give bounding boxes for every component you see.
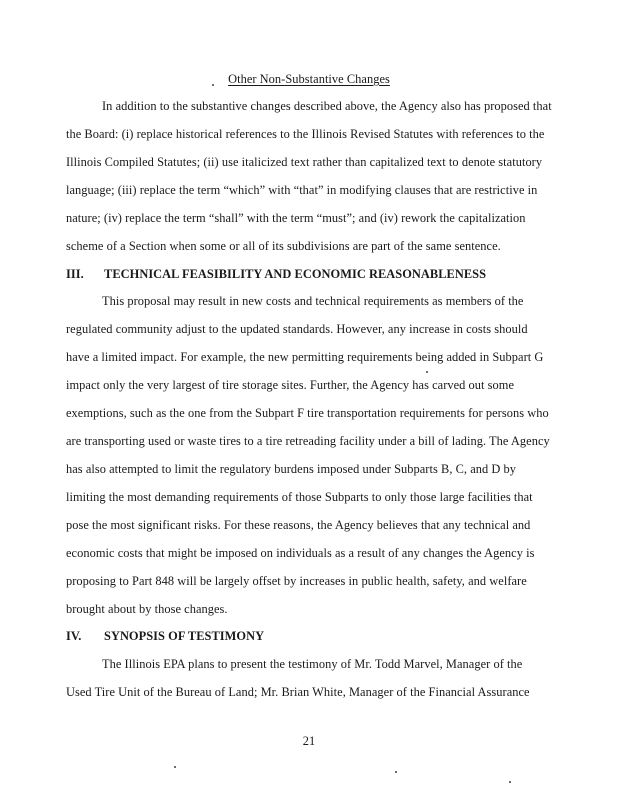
heading-number: III. — [66, 267, 84, 281]
paragraph-line: limiting the most demanding requirements of those Subparts to only those large facilities that — [66, 490, 533, 504]
paragraph-line: Used Tire Unit of the Bureau of Land; Mr. Brian White, Manager of the Financial Assurance — [66, 685, 530, 699]
paragraph-line: economic costs that might be imposed on individuals as a result of any changes the Agency is — [66, 546, 535, 560]
scan-speck — [212, 84, 214, 86]
scan-speck — [174, 766, 176, 768]
paragraph-line: In addition to the substantive changes described above, the Agency also has proposed that — [102, 99, 552, 113]
paragraph-line: language; (iii) replace the term “which” with “that” in modifying clauses that are restrictive in — [66, 183, 538, 197]
page-number: 21 — [302, 734, 316, 748]
paragraph-line: the Board: (i) replace historical references to the Illinois Revised Statutes with references to the — [66, 127, 545, 141]
paragraph-line: exemptions, such as the one from the Subpart F tire transportation requirements for persons who — [66, 406, 549, 420]
heading-title: TECHNICAL FEASIBILITY AND ECONOMIC REASONABLENESS — [104, 267, 487, 281]
section-heading-iv — [66, 629, 264, 643]
paragraph-line: brought about by those changes. — [66, 602, 228, 616]
section-title-text: Other Non-Substantive Changes — [228, 72, 390, 86]
paragraph-line: are transporting used or waste tires to a tire retreading facility under a bill of lading. The Agency — [66, 434, 550, 448]
section-heading-iii — [66, 267, 486, 281]
paragraph-line: Illinois Compiled Statutes; (ii) use italicized text rather than capitalized text to denote statutory — [66, 155, 543, 169]
paragraph-line: The Illinois EPA plans to present the testimony of Mr. Todd Marvel, Manager of the — [102, 657, 523, 671]
scan-speck — [395, 771, 397, 773]
paragraph-line: has also attempted to limit the regulatory burdens imposed under Subparts B, C, and D by — [66, 462, 517, 476]
paragraph-line: have a limited impact. For example, the new permitting requirements being added in Subpart G — [66, 350, 544, 364]
paragraph-line: regulated community adjust to the updated standards. However, any increase in costs should — [66, 322, 528, 336]
paragraph-line: impact only the very largest of tire storage sites. Further, the Agency has carved out some — [66, 378, 515, 392]
paragraph-line: scheme of a Section when some or all of its subdivisions are part of the same sentence. — [66, 239, 501, 253]
section-title — [0, 72, 618, 86]
heading-title: SYNOPSIS OF TESTIMONY — [104, 629, 265, 643]
paragraph-line: nature; (iv) replace the term “shall” with the term “must”; and (iv) rework the capitalization — [66, 211, 526, 225]
scan-speck — [426, 371, 428, 373]
paragraph-line: This proposal may result in new costs and technical requirements as members of the — [102, 294, 524, 308]
heading-number: IV. — [66, 629, 82, 643]
paragraph-line: proposing to Part 848 will be largely offset by increases in public health, safety, and welfare — [66, 574, 527, 588]
scan-speck — [509, 781, 511, 783]
paragraph-line: pose the most significant risks. For these reasons, the Agency believes that any technical and — [66, 518, 531, 532]
